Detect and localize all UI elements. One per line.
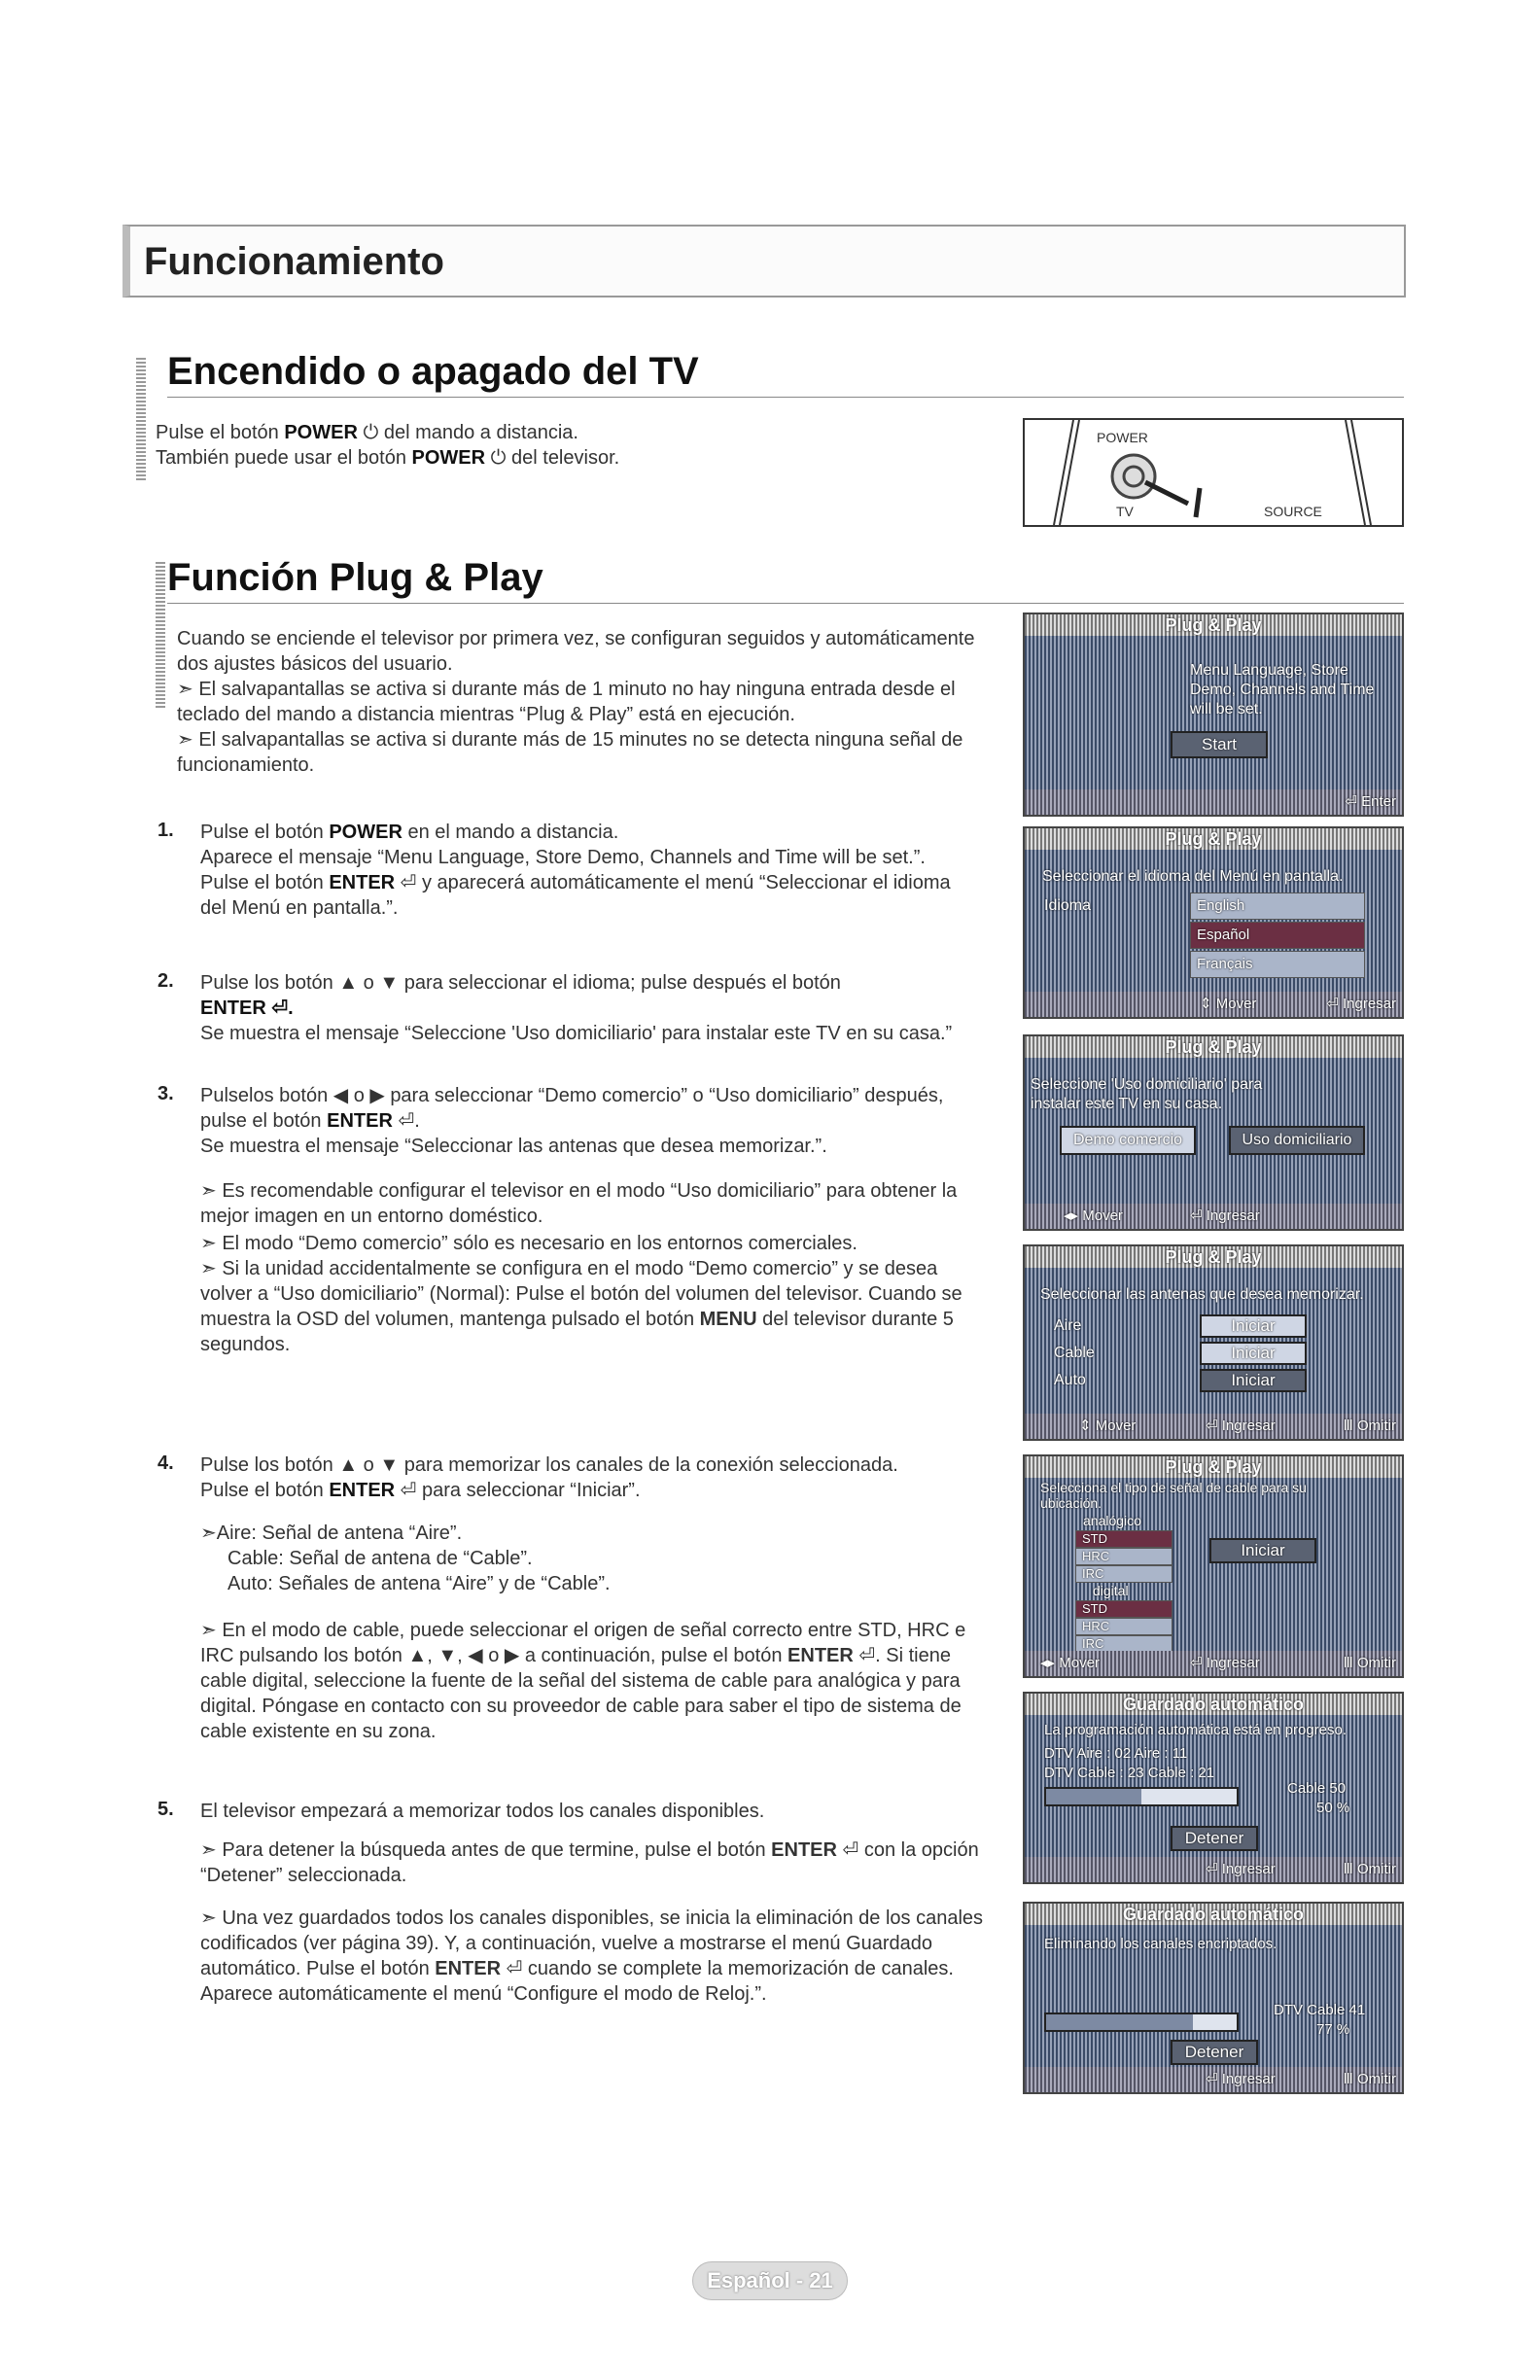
text: También puede usar el botón [156, 447, 412, 469]
osd-title: Guardado automático [1122, 1905, 1305, 1924]
antenna-auto-label: Auto [1054, 1372, 1086, 1388]
text: Pulselos botón ◀ o ▶ para seleccionar “Demo comercio” o “Uso domiciliario” después, pulse el botón [200, 1085, 944, 1132]
text: del televisor durante 5 segundos. [200, 1309, 954, 1355]
note-arrow-icon: ➣ [200, 1620, 223, 1641]
analog-label: analógico [1083, 1513, 1141, 1528]
osd-title: Plug & Play [1165, 829, 1262, 849]
text: Pulse el botón [200, 1480, 330, 1501]
count-row-1: DTV Aire : 02 Aire : 11 [1044, 1745, 1188, 1762]
osd-message: Menu Language, Store Demo, Channels and Time will be set. [1190, 662, 1375, 718]
text: Pulse el botón [200, 822, 330, 843]
progress-percent: 77 % [1316, 2021, 1350, 2038]
step-3-note-3 [200, 1256, 988, 1357]
digital-label: digital [1093, 1583, 1129, 1598]
bold: ENTER [329, 872, 396, 893]
section-title-power: Encendido o apagado del TV [167, 350, 699, 393]
text: ⏎. Si tiene cable digital, seleccione la fuente de la señal del sistema de cable para analógica y para digital. Póngase en contacto con su proveedor de cable para saber el tipo de sistema de cable existente en su zona. [200, 1645, 962, 1742]
analog-hrc[interactable]: HRC [1075, 1548, 1172, 1565]
chapter-title: Funcionamiento [144, 240, 444, 283]
iniciar-aire-button[interactable]: Iniciar [1200, 1314, 1307, 1338]
osd-decrypt-screen [1023, 1902, 1404, 2094]
osd-start-screen [1023, 612, 1404, 817]
bold: ENTER [771, 1839, 837, 1861]
osd-autostore-screen [1023, 1692, 1404, 1884]
step-1 [200, 820, 978, 921]
osd-cable-type-screen [1023, 1454, 1404, 1678]
text: Aire: Señal de antena “Aire”. [216, 1522, 463, 1544]
step-number: 2. [158, 970, 174, 992]
move-hint: ⇕ Mover [1200, 996, 1257, 1012]
progress-bar [1044, 1787, 1239, 1806]
step-number: 4. [158, 1452, 174, 1474]
note-arrow-icon: ➣ [200, 1233, 223, 1254]
osd-title: Guardado automático [1122, 1695, 1305, 1714]
enter-hint: ⏎ Ingresar [1190, 1655, 1260, 1671]
option-english[interactable]: English [1190, 892, 1365, 920]
text: ⏎ con la opción “Detener” seleccionada. [200, 1839, 979, 1886]
power-bold: POWER [284, 422, 358, 443]
step-3-line: Se muestra el mensaje “Seleccionar las antenas que desea memorizar.”. [200, 1136, 827, 1157]
skip-hint: Ⅲ Omitir [1343, 1861, 1396, 1877]
osd-language-screen [1023, 826, 1404, 1019]
progress-percent: 50 % [1316, 1800, 1350, 1816]
text: ⏻ del mando a distancia. [357, 422, 578, 443]
step-4-note-2 [200, 1618, 998, 1744]
analog-std[interactable]: STD [1075, 1530, 1172, 1548]
page-number-badge: Español - 21 [692, 2261, 848, 2300]
step-5-note-2 [200, 1906, 988, 2007]
text: Si la unidad accidentalmente se configura en el modo “Demo comercio” y se desea volver a “Uso domiciliario” (Normal): Pulse el botón del volumen del televisor. Cuando se muestra la OSD del volumen, mantenga pulsado el botón [200, 1258, 962, 1330]
progress-bar [1044, 2012, 1239, 2032]
section-bar [156, 560, 165, 708]
text: ⏻ del televisor. [485, 447, 620, 469]
cable-count: Cable 50 [1287, 1780, 1347, 1797]
enter-hint: ⏎ Ingresar [1206, 1418, 1276, 1434]
digital-hrc[interactable]: HRC [1075, 1618, 1172, 1635]
start-button[interactable]: Start [1171, 731, 1268, 758]
divider [167, 397, 1404, 398]
bold: ENTER ⏎. [200, 998, 294, 1019]
enter-hint: ⏎ Enter [1345, 793, 1396, 810]
enter-hint: ⏎ Ingresar [1206, 2071, 1276, 2087]
note-arrow-icon: ➣ [200, 1908, 223, 1929]
bold: ENTER [788, 1645, 854, 1666]
move-hint: ◂▸ Mover [1064, 1208, 1123, 1224]
digital-irc[interactable]: IRC [1075, 1635, 1172, 1653]
step-1-line: Aparece el mensaje “Menu Language, Store Demo, Channels and Time will be set.”. [200, 847, 926, 868]
enter-hint: ⏎ Ingresar [1206, 1861, 1276, 1877]
step-number: 5. [158, 1799, 174, 1820]
step-2 [200, 970, 978, 1046]
text: El modo “Demo comercio” sólo es necesario en los entornos comerciales. [222, 1233, 858, 1254]
skip-hint: Ⅲ Omitir [1343, 1418, 1396, 1434]
chapter-header [122, 225, 1406, 298]
digital-std[interactable]: STD [1075, 1600, 1172, 1618]
osd-title: Plug & Play [1165, 1247, 1262, 1267]
remote-illustration [1023, 418, 1404, 527]
step-4-note-1 [200, 1521, 988, 1596]
step-5: El televisor empezará a memorizar todos los canales disponibles. [200, 1801, 765, 1822]
step-1-line [200, 870, 978, 921]
remote-power-label: POWER [1097, 430, 1148, 445]
bold: ENTER [435, 1958, 502, 1979]
antenna-aire-label: Aire [1054, 1317, 1082, 1334]
option-espanol[interactable]: Español [1190, 922, 1365, 949]
text: ⏎ y aparecerá automáticamente el menú “Seleccionar el idioma del Menú en pantalla.”. [200, 872, 951, 919]
iniciar-auto-button[interactable]: Iniciar [1200, 1369, 1307, 1392]
text: Auto: Señales de antena “Aire” y de “Cable”. [228, 1573, 611, 1594]
section-title-plugplay: Función Plug & Play [167, 556, 543, 599]
note-arrow-icon: ➣ [200, 1180, 223, 1202]
step-4-line [200, 1478, 998, 1503]
power-bold: POWER [411, 447, 486, 469]
text: Es recomendable configurar el televisor en el modo “Uso domiciliario” para obtener la mejor imagen en un entorno doméstico. [200, 1180, 958, 1227]
plugplay-note-1 [177, 677, 1013, 727]
bold: ENTER [329, 1480, 396, 1501]
osd-title: Plug & Play [1165, 1457, 1262, 1477]
bold: POWER [329, 822, 402, 843]
divider [167, 603, 1404, 604]
text: Cable: Señal de antena de “Cable”. [228, 1548, 533, 1569]
power-text-2 [156, 445, 619, 471]
step-4 [200, 1452, 998, 1503]
text: Una vez guardados todos los canales disponibles, se inicia la eliminación de los canales codificados (ver página 39). Y, a continuación, vuelve a mostrarse el menú Guardado automático. Pulse el botón [200, 1908, 984, 1979]
antenna-cable-label: Cable [1054, 1345, 1095, 1361]
section-bar [136, 356, 146, 480]
plugplay-note-2 [177, 727, 1013, 778]
detener-button[interactable]: Detener [1171, 2040, 1258, 2065]
bold: ENTER [327, 1110, 393, 1132]
osd-title: Plug & Play [1165, 1037, 1262, 1057]
text: El salvapantallas se activa si durante más de 1 minuto no hay ninguna entrada desde el teclado del mando a distancia mientras “Plug & Play” está en ejecución. [177, 679, 956, 725]
step-number: 1. [158, 820, 174, 841]
step-number: 3. [158, 1083, 174, 1104]
plugplay-intro: Cuando se enciende el televisor por primera vez, se configuran seguidos y automáticamente dos ajustes básicos del usuario. [177, 628, 975, 675]
step-1-line [200, 820, 978, 845]
step-2-line: Pulse los botón ▲ o ▼ para seleccionar el idioma; pulse después el botón [200, 972, 841, 994]
move-hint: ◂▸ Mover [1040, 1655, 1100, 1671]
power-button-icon [1112, 455, 1155, 498]
step-3-line [200, 1083, 978, 1134]
step-3-note-1 [200, 1178, 988, 1229]
option-francais[interactable]: Français [1190, 951, 1365, 978]
demo-comercio-button[interactable]: Demo comercio [1060, 1126, 1196, 1155]
osd-message: Seleccionar las antenas que desea memorizar. [1040, 1286, 1364, 1303]
bold: MENU [699, 1309, 757, 1330]
osd-message: Seleccionar el idioma del Menú en pantalla. [1042, 868, 1344, 885]
detener-button[interactable]: Detener [1171, 1826, 1258, 1851]
power-text-1 [156, 420, 578, 445]
step-2-line: Se muestra el mensaje “Seleccione 'Uso domiciliario' para instalar este TV en su casa.” [200, 1023, 953, 1044]
step-3 [200, 1083, 978, 1159]
language-label: Idioma [1044, 897, 1092, 914]
remote-source-label: SOURCE [1264, 504, 1322, 519]
osd-message: Selecciona el tipo de señal de cable para su ubicación. [1040, 1480, 1307, 1511]
text: Pulse el botón [156, 422, 285, 443]
remote-tv-label: TV [1116, 504, 1134, 519]
osd-title: Plug & Play [1165, 615, 1262, 635]
text: El salvapantallas se activa si durante más de 15 minutes no se detecta ninguna señal de funcionamiento. [177, 729, 963, 776]
step-3-note-2 [200, 1231, 988, 1256]
remote-drawing [1025, 420, 1402, 525]
osd-antenna-screen [1023, 1244, 1404, 1441]
note-arrow-icon: ➣ [200, 1839, 223, 1861]
osd-message: La programación automática está en progreso. [1044, 1722, 1348, 1738]
dtv-cable-count: DTV Cable 41 [1274, 2002, 1366, 2018]
count-row-2: DTV Cable : 23 Cable : 21 [1044, 1765, 1215, 1781]
skip-hint: Ⅲ Omitir [1343, 1655, 1396, 1671]
progress-fill [1046, 2014, 1193, 2030]
note-arrow-icon: ➣ [200, 1258, 223, 1279]
enter-hint: ⏎ Ingresar [1326, 996, 1396, 1012]
uso-domiciliario-button[interactable]: Uso domiciliario [1229, 1126, 1365, 1155]
step-5-note-1 [200, 1838, 988, 1888]
skip-hint: Ⅲ Omitir [1343, 2071, 1396, 2087]
osd-mode-screen [1023, 1034, 1404, 1231]
note-arrow-icon: ➣ [200, 1522, 217, 1544]
osd-message: Seleccione 'Uso domiciliario' para instalar este TV en su casa. [1031, 1076, 1263, 1112]
text: Para detener la búsqueda antes de que termine, pulse el botón [222, 1839, 772, 1861]
text: ⏎ cuando se complete la memorización de canales. Aparece automáticamente el menú “Configure el modo de Reloj.”. [200, 1958, 954, 2005]
move-hint: ⇕ Mover [1079, 1418, 1137, 1434]
text: ⏎ para seleccionar “Iniciar”. [395, 1480, 641, 1501]
text: en el mando a distancia. [402, 822, 619, 843]
iniciar-cable-button[interactable]: Iniciar [1200, 1342, 1307, 1365]
iniciar-button[interactable]: Iniciar [1209, 1538, 1316, 1563]
enter-hint: ⏎ Ingresar [1190, 1208, 1260, 1224]
note-arrow-icon: ➣ [177, 679, 199, 700]
osd-message: Eliminando los canales encriptados. [1044, 1936, 1278, 1952]
text: ⏎. [392, 1110, 420, 1132]
text: Pulse el botón [200, 872, 330, 893]
progress-fill [1046, 1789, 1141, 1804]
text: En el modo de cable, puede seleccionar el origen de señal correcto entre STD, HRC e IRC pulsando los botón ▲, ▼, ◀ o ▶ a continuación, pulse el botón [200, 1620, 966, 1666]
step-4-line: Pulse los botón ▲ o ▼ para memorizar los canales de la conexión seleccionada. [200, 1454, 898, 1476]
note-arrow-icon: ➣ [177, 729, 199, 751]
analog-irc[interactable]: IRC [1075, 1565, 1172, 1583]
